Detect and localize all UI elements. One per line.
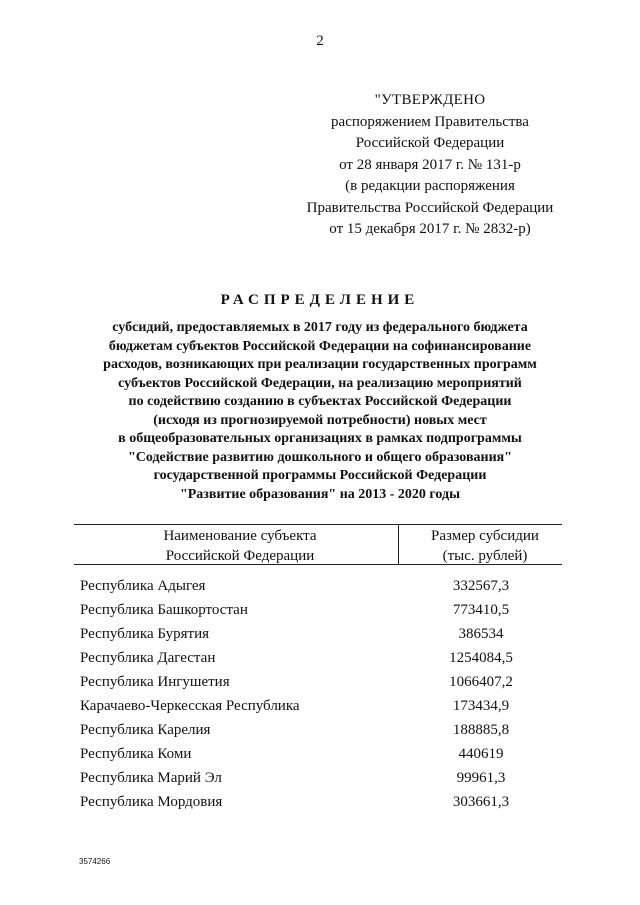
table-row xyxy=(80,746,600,770)
document-title: РАСПРЕДЕЛЕНИЕ xyxy=(220,292,420,308)
subtitle-line: по содействию созданию в субъектах Российской Федерации xyxy=(128,394,512,409)
table-row xyxy=(80,602,600,626)
page-number: 2 xyxy=(316,33,324,49)
subsidy-amount: 386534 xyxy=(458,626,504,642)
header-amount-line: (тыс. рублей) xyxy=(442,548,528,564)
region-name: Республика Дагестан xyxy=(80,650,216,666)
document-code: 3574266 xyxy=(79,857,111,866)
table-top-rule xyxy=(74,524,562,525)
header-region-line: Российской Федерации xyxy=(165,548,315,564)
header-amount-line: Размер субсидии xyxy=(431,528,539,544)
document-subtitle xyxy=(60,319,580,504)
approval-line: "УТВЕРЖДЕНО xyxy=(374,92,486,108)
subtitle-line: (исходя из прогнозируемой потребности) новых мест xyxy=(153,412,487,428)
table-row xyxy=(80,626,600,650)
subtitle-line: "Содействие развитию дошкольного и общего образования" xyxy=(127,449,512,465)
table-row xyxy=(80,650,600,674)
region-name: Карачаево-Черкесская Республика xyxy=(80,698,300,714)
subtitle-line: бюджетам субъектов Российской Федерации на софинансирование xyxy=(108,338,532,354)
header-region-line: Наименование субъекта xyxy=(163,528,317,544)
approval-line: от 15 декабря 2017 г. № 2832-р) xyxy=(329,221,531,237)
subsidy-amount: 303661,3 xyxy=(452,794,510,810)
region-name: Республика Карелия xyxy=(80,722,211,738)
region-name: Республика Башкортостан xyxy=(80,602,248,618)
approval-line: от 28 января 2017 г. № 131-р xyxy=(339,156,521,173)
table-row xyxy=(80,578,600,602)
table-column-rule xyxy=(398,524,399,565)
table-row xyxy=(80,722,600,746)
region-name: Республика Ингушетия xyxy=(80,674,230,690)
table-row xyxy=(80,674,600,698)
subtitle-line: субсидий, предоставляемых в 2017 году из федерального бюджета xyxy=(112,320,528,335)
subsidy-amount: 773410,5 xyxy=(452,602,510,618)
subtitle-line: в общеобразовательных организациях в рамках подпрограммы xyxy=(118,431,522,446)
subtitle-line: "Развитие образования" на 2013 - 2020 годы xyxy=(179,486,461,502)
subsidy-amount: 440619 xyxy=(458,746,504,762)
region-name: Республика Марий Эл xyxy=(80,770,222,786)
table-row xyxy=(80,698,600,722)
approval-stamp xyxy=(300,90,560,241)
subsidy-amount: 99961,3 xyxy=(456,770,506,786)
subtitle-line: субъектов Российской Федерации, на реализацию мероприятий xyxy=(118,375,522,391)
header-amount xyxy=(405,526,565,566)
approval-line: (в редакции распоряжения xyxy=(345,178,515,194)
table-row xyxy=(80,770,600,794)
subsidy-amount: 332567,3 xyxy=(452,578,510,594)
approval-line: Российской Федерации xyxy=(355,135,505,151)
region-name: Республика Коми xyxy=(80,746,192,762)
subsidy-amount: 1254084,5 xyxy=(449,650,513,666)
table-row xyxy=(80,794,600,818)
subsidy-amount: 1066407,2 xyxy=(449,674,513,690)
header-region xyxy=(90,526,390,566)
region-name: Республика Мордовия xyxy=(80,794,223,810)
approval-line: Правительства Российской Федерации xyxy=(306,199,554,216)
region-name: Республика Адыгея xyxy=(80,578,206,594)
subsidy-amount: 188885,8 xyxy=(452,722,510,738)
subtitle-line: расходов, возникающих при реализации государственных программ xyxy=(103,357,537,372)
approval-line: распоряжением Правительства xyxy=(331,113,529,130)
subsidy-amount: 173434,9 xyxy=(452,698,510,714)
subtitle-line: государственной программы Российской Федерации xyxy=(153,468,487,483)
region-name: Республика Бурятия xyxy=(80,626,210,642)
